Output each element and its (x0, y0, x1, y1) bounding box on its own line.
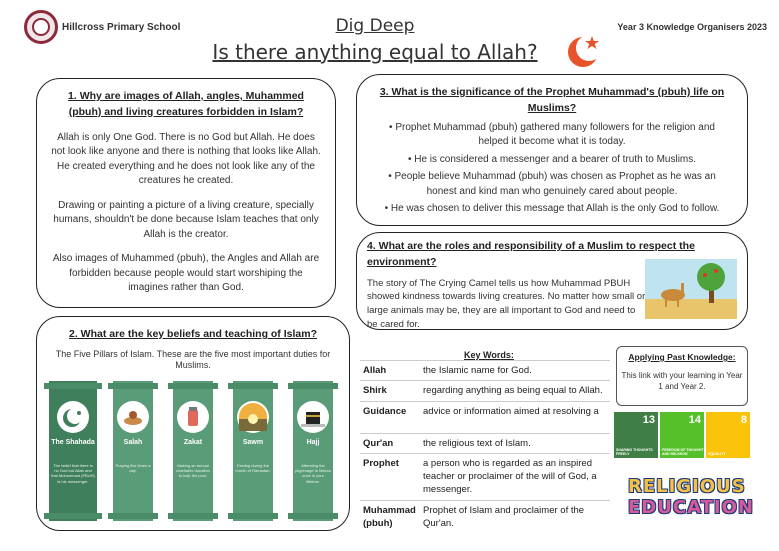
section-key-beliefs (36, 316, 350, 531)
keyword-term: Qur'an (360, 433, 420, 453)
pillar-name: Salah (123, 439, 143, 446)
paragraph: Allah is only One God. There is no God but Allah. He does not look like anyone and there is nothing that looks like Allah. He created everything and he does not look like any of the creatures he created. (51, 131, 321, 186)
paragraph: Also images of Muhammed (pbuh), the Angles and Allah are forbidden because people would start worshiping the imagines rather than God. (52, 253, 320, 293)
keyword-term: Guidance (360, 401, 420, 433)
table-row (360, 401, 610, 433)
school-logo (24, 10, 58, 44)
pillar-description: The belief that there is no God but Allah and that Muhammad (PBUH) is his messenger. (51, 463, 95, 484)
section-heading: 1. Why are images of Allah, angles, Muhammed (pbuh) and living creatures forbidden in Islam? (68, 90, 304, 118)
school-name: Hillcross Primary School (62, 22, 181, 33)
pillars-intro: The Five Pillars of Islam. These are the five most important duties for Muslims. (55, 348, 331, 371)
keyword-term: Allah (360, 361, 420, 381)
list-item: • He is considered a messenger and a bearer of truth to Muslims. (373, 153, 731, 168)
list-item: • People believe Muhammad (pbuh) was chosen as Prophet as he was an honest and kind man who genuinely cared about people. (373, 170, 731, 199)
list-item: • Prophet Muhammad (pbuh) gathered many followers for the religion and helped it become what it is today. (373, 121, 731, 150)
keyword-term: Shirk (360, 381, 420, 401)
sdg-tile: 8 EQUALITY (706, 412, 750, 458)
logo-word: EDUCATION (628, 497, 754, 518)
sunset-icon (237, 401, 269, 433)
section-heading: Applying Past Knowledge: (628, 352, 736, 362)
keyword-definition: advice or information aimed at resolving a (420, 401, 610, 433)
camel-tree-illustration (645, 259, 737, 319)
section-heading: 4. What are the roles and responsibility of a Muslim to respect the environment? (367, 240, 695, 268)
section-prophet-significance (356, 74, 748, 226)
pillar-zakat (173, 381, 213, 521)
keywords-title: Key Words: (464, 350, 514, 360)
keywords-table (360, 360, 610, 533)
table-row (360, 381, 610, 401)
pillar-shahada (49, 381, 97, 521)
past-knowledge-box (616, 346, 748, 406)
prayer-icon (117, 401, 149, 433)
page-subtitle: Is there anything equal to Allah? (212, 40, 538, 64)
pillar-description: Fasting during the month of Ramadan. (235, 463, 271, 474)
table-row (360, 433, 610, 453)
section-heading: 3. What is the significance of the Prophet Muhammad's (pbuh) life on Muslims? (379, 86, 725, 114)
crescent-star-icon (565, 30, 605, 70)
keyword-definition: the Islamic name for God. (420, 361, 610, 381)
list-item: • He was chosen to deliver this message that Allah is the only God to follow. (373, 202, 731, 217)
bullet-list (373, 121, 731, 217)
table-row (360, 453, 610, 500)
pillar-name: The Shahada (51, 439, 95, 446)
pillar-description: Praying five times a day. (115, 463, 151, 474)
paragraph: The story of The Crying Camel tells us how Muhammad PBUH showed kindness towards living creatures. No matter how small or large animals may be, they are all important to God and need to be cared for. (367, 277, 646, 330)
five-pillars (49, 381, 343, 521)
paragraph: This link with your learning in Year 1 and Year 2. (621, 370, 743, 392)
charity-jar-icon (177, 401, 209, 433)
organiser-title: Year 3 Knowledge Organisers 2023 (617, 22, 767, 32)
pillar-salah (113, 381, 153, 521)
pillar-description: Attending the pilgrimage to Mecca once in your lifetime. (295, 463, 331, 484)
kaaba-icon (297, 401, 329, 433)
section-images-forbidden (36, 78, 336, 308)
keyword-term: Prophet (360, 453, 420, 500)
table-row (360, 500, 610, 533)
logo-word: RELIGIOUS (628, 476, 746, 497)
pillar-name: Hajj (306, 439, 320, 446)
pillar-description: Making an annual charitable donation to help the poor. (176, 463, 210, 479)
pillar-sawm (233, 381, 273, 521)
keyword-definition: regarding anything as being equal to Allah. (420, 381, 610, 401)
keyword-definition: a person who is regarded as an inspired teacher or proclaimer of the will of God, a messenger. (420, 453, 610, 500)
sdg-tile: 14 FREEDOM OF THOUGHT AND RELIGION (662, 414, 704, 456)
keyword-definition: the religious text of Islam. (420, 433, 610, 453)
pillar-name: Sawm (242, 439, 264, 446)
pillar-hajj (293, 381, 333, 521)
table-row (360, 361, 610, 381)
section-environment (356, 232, 748, 330)
crescent-star-icon (57, 401, 89, 433)
keyword-term: Muhammad (pbuh) (360, 500, 420, 533)
sdg-tile: 13 SHARING THOUGHTS FREELY (614, 412, 658, 458)
section-heading: 2. What are the key beliefs and teaching of Islam? (69, 328, 317, 340)
pillar-name: Zakat (183, 439, 203, 446)
paragraph: Drawing or painting a picture of a living creature, specially humans, shouldn't be done because Islam teaches that only Allah is the creator. (53, 199, 319, 240)
page-title: Dig Deep (335, 16, 415, 36)
religious-education-logo (628, 476, 754, 526)
keyword-definition: Prophet of Islam and proclaimer of the Qur'an. (420, 500, 610, 533)
